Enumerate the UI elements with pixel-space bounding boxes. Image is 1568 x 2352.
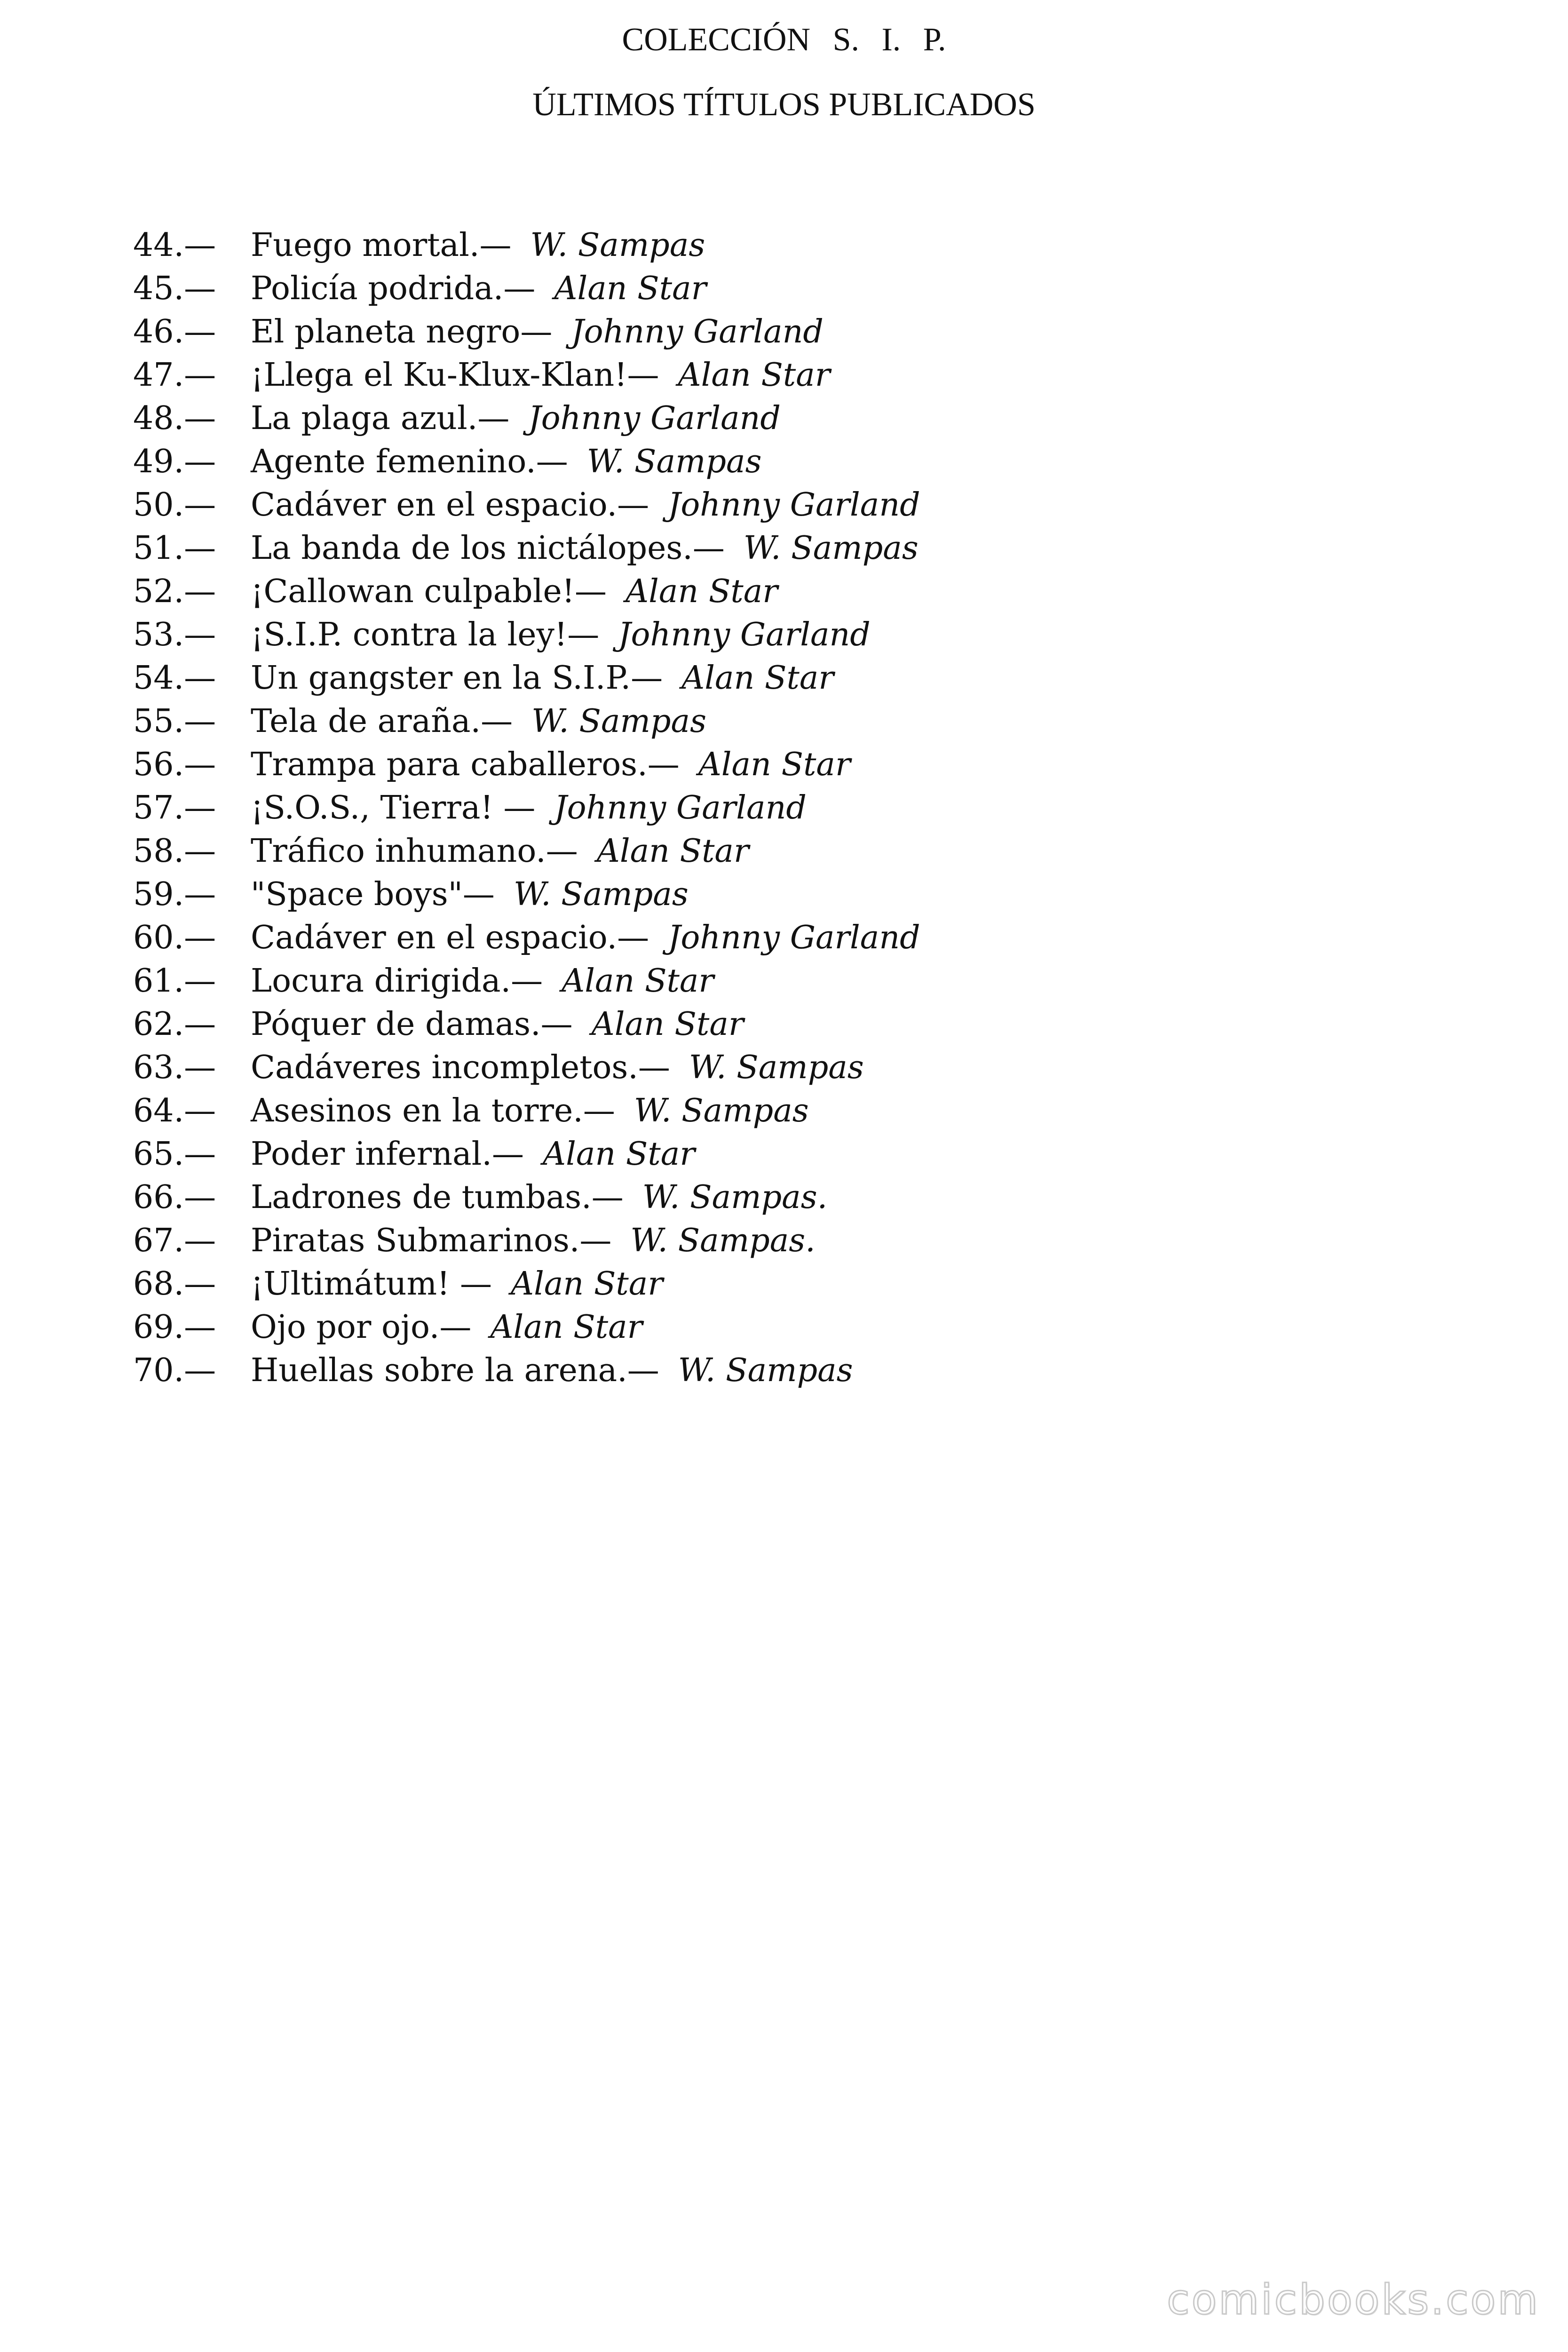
- entry-number: 59.—: [133, 876, 216, 913]
- entry-title: Trampa para caballeros.—: [251, 746, 680, 783]
- entry-number: 46.—: [133, 313, 216, 350]
- entry-author: Alan Star: [490, 1309, 643, 1346]
- entry-author: W. Sampas: [743, 530, 919, 567]
- entry-author: Alan Star: [511, 1265, 663, 1303]
- entry-text: [251, 354, 830, 397]
- entry-author: W. Sampas: [586, 443, 762, 480]
- entry-author: W. Sampas: [531, 703, 706, 740]
- entry-text: [251, 267, 706, 310]
- entry-text: [251, 700, 706, 743]
- entry-number: 62.—: [133, 1006, 216, 1043]
- entry-number: 69.—: [133, 1309, 216, 1346]
- entry-text: [251, 873, 689, 916]
- entry-title: ¡Ultimátum! —: [251, 1265, 492, 1303]
- entry-author: W. Sampas: [634, 1092, 809, 1129]
- entry-text: [251, 1349, 853, 1392]
- entry-title: ¡S.I.P. contra la ley!—: [251, 616, 600, 653]
- entry-title: ¡Llega el Ku-Klux-Klan!—: [251, 357, 659, 394]
- collection-heading: COLECCIÓN S. I. P.: [622, 22, 946, 58]
- entry-title: Locura dirigida.—: [251, 962, 543, 1000]
- entry-number: 67.—: [133, 1222, 216, 1259]
- entry-title: ¡Callowan culpable!—: [251, 573, 607, 610]
- entry-number: 60.—: [133, 919, 216, 956]
- entry-text: [251, 570, 778, 613]
- entry-author: Johnny Garland: [668, 486, 920, 524]
- entry-text: [251, 830, 749, 873]
- entry-author: W. Sampas: [678, 1352, 853, 1389]
- entry-text: [251, 1263, 663, 1306]
- entry-text: [251, 224, 705, 267]
- entry-author: W. Sampas.: [642, 1179, 828, 1216]
- entry-title: Ladrones de tumbas.—: [251, 1179, 624, 1216]
- entry-title: Poder infernal.—: [251, 1136, 524, 1173]
- entry-title: Cadáveres incompletos.—: [251, 1049, 670, 1086]
- entry-author: Alan Star: [626, 573, 778, 610]
- entry-title: La plaga azul.—: [251, 400, 510, 437]
- entry-title: La banda de los nictálopes.—: [251, 530, 725, 567]
- entry-number: 51.—: [133, 530, 216, 567]
- entry-number: 44.—: [133, 227, 216, 264]
- entry-text: [251, 1219, 816, 1263]
- entry-text: [251, 440, 762, 484]
- entry-title: "Space boys"—: [251, 876, 495, 913]
- entry-text: [251, 743, 850, 787]
- entry-text: [251, 657, 834, 700]
- entry-number: 47.—: [133, 357, 216, 394]
- entry-author: Alan Star: [596, 833, 749, 870]
- entry-text: [251, 960, 714, 1003]
- entry-number: 63.—: [133, 1049, 216, 1086]
- entry-title: Póquer de damas.—: [251, 1006, 573, 1043]
- entry-title: Agente femenino.—: [251, 443, 568, 480]
- entry-title: El planeta negro—: [251, 313, 553, 350]
- entry-title: Tela de araña.—: [251, 703, 513, 740]
- entry-author: Alan Star: [681, 660, 834, 697]
- entry-text: [251, 1176, 827, 1219]
- entry-author: Johnny Garland: [668, 919, 920, 956]
- entry-number: 65.—: [133, 1136, 216, 1173]
- entry-number: 52.—: [133, 573, 216, 610]
- entry-author: Johnny Garland: [571, 313, 824, 350]
- entry-author: Alan Star: [698, 746, 851, 783]
- entry-title: Cadáver en el espacio.—: [251, 919, 649, 956]
- watermark: comicbooks.com: [1166, 2275, 1540, 2324]
- entry-author: W. Sampas: [513, 876, 689, 913]
- entry-title: ¡S.O.S., Tierra! —: [251, 789, 536, 826]
- entry-text: [251, 1089, 809, 1133]
- entry-title: Tráfico inhumano.—: [251, 833, 578, 870]
- entry-author: W. Sampas: [530, 227, 705, 264]
- entry-author: Alan Star: [678, 357, 831, 394]
- entry-text: [251, 1003, 744, 1046]
- entry-number: 66.—: [133, 1179, 216, 1216]
- entry-title: Policía podrida.—: [251, 270, 536, 307]
- entry-author: Johnny Garland: [618, 616, 871, 653]
- entry-author: W. Sampas.: [630, 1222, 816, 1259]
- entry-number: 70.—: [133, 1352, 216, 1389]
- entry-text: [251, 1306, 642, 1349]
- entry-text: [251, 1133, 695, 1176]
- entry-text: [251, 787, 807, 830]
- entry-author: Alan Star: [543, 1136, 695, 1173]
- entry-title: Fuego mortal.—: [251, 227, 512, 264]
- entry-text: [251, 310, 824, 354]
- list-subtitle: ÚLTIMOS TÍTULOS PUBLICADOS: [532, 87, 1036, 123]
- entry-number: 53.—: [133, 616, 216, 653]
- entry-author: Alan Star: [554, 270, 707, 307]
- entry-title: Piratas Submarinos.—: [251, 1222, 612, 1259]
- entry-author: Johnny Garland: [554, 789, 807, 826]
- entry-text: [251, 1046, 864, 1089]
- entry-author: Alan Star: [591, 1006, 744, 1043]
- entry-title: Un gangster en la S.I.P.—: [251, 660, 663, 697]
- entry-title: Huellas sobre la arena.—: [251, 1352, 659, 1389]
- entry-author: Alan Star: [562, 962, 714, 1000]
- entry-number: 57.—: [133, 789, 216, 826]
- entry-number: 68.—: [133, 1265, 216, 1303]
- entry-number: 64.—: [133, 1092, 216, 1129]
- entry-number: 54.—: [133, 660, 216, 697]
- entry-text: [251, 613, 871, 657]
- entry-text: [251, 527, 919, 570]
- entry-number: 49.—: [133, 443, 216, 480]
- entry-number: 50.—: [133, 486, 216, 524]
- entry-author: Johnny Garland: [528, 400, 781, 437]
- entry-title: Ojo por ojo.—: [251, 1309, 472, 1346]
- entry-number: 48.—: [133, 400, 216, 437]
- entry-number: 55.—: [133, 703, 216, 740]
- entry-author: W. Sampas: [689, 1049, 864, 1086]
- entry-title: Asesinos en la torre.—: [251, 1092, 615, 1129]
- entry-title: Cadáver en el espacio.—: [251, 486, 649, 524]
- entry-text: [251, 397, 781, 440]
- entry-text: [251, 484, 920, 527]
- entry-number: 45.—: [133, 270, 216, 307]
- entry-text: [251, 916, 920, 960]
- entry-number: 58.—: [133, 833, 216, 870]
- entry-number: 61.—: [133, 962, 216, 1000]
- entry-number: 56.—: [133, 746, 216, 783]
